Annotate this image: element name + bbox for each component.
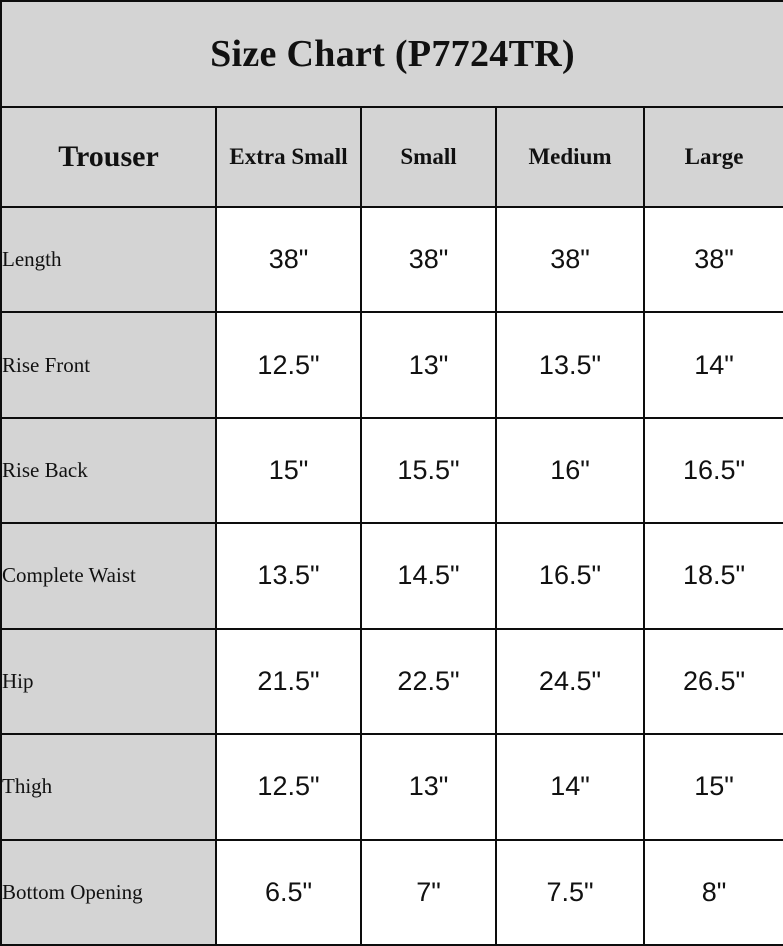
- cell-hip-small: 22.5": [361, 629, 496, 734]
- table-row: [1, 523, 783, 628]
- cell-bottom-opening-medium: 7.5": [496, 840, 644, 945]
- cell-rise-front-medium: 13.5": [496, 312, 644, 417]
- row-label-length: Length: [1, 207, 216, 312]
- column-header-medium: Medium: [496, 107, 644, 207]
- row-label-hip: Hip: [1, 629, 216, 734]
- cell-thigh-medium: 14": [496, 734, 644, 839]
- row-label-rise-back: Rise Back: [1, 418, 216, 523]
- cell-rise-back-medium: 16": [496, 418, 644, 523]
- cell-thigh-extra-small: 12.5": [216, 734, 361, 839]
- cell-length-large: 38": [644, 207, 783, 312]
- cell-thigh-small: 13": [361, 734, 496, 839]
- table-row: [1, 207, 783, 312]
- column-header-large: Large: [644, 107, 783, 207]
- cell-hip-extra-small: 21.5": [216, 629, 361, 734]
- cell-complete-waist-large: 18.5": [644, 523, 783, 628]
- table-row: [1, 629, 783, 734]
- column-header-extra-small: Extra Small: [216, 107, 361, 207]
- table-row: [1, 418, 783, 523]
- cell-length-small: 38": [361, 207, 496, 312]
- cell-bottom-opening-small: 7": [361, 840, 496, 945]
- table-row: [1, 840, 783, 945]
- table-row: [1, 734, 783, 839]
- row-label-thigh: Thigh: [1, 734, 216, 839]
- header-row: [1, 107, 783, 207]
- table-corner-label: Trouser: [1, 107, 216, 207]
- cell-rise-front-large: 14": [644, 312, 783, 417]
- cell-length-extra-small: 38": [216, 207, 361, 312]
- cell-rise-back-large: 16.5": [644, 418, 783, 523]
- page-title: Size Chart (P7724TR): [1, 1, 783, 107]
- cell-length-medium: 38": [496, 207, 644, 312]
- cell-complete-waist-small: 14.5": [361, 523, 496, 628]
- cell-thigh-large: 15": [644, 734, 783, 839]
- cell-rise-front-small: 13": [361, 312, 496, 417]
- table-row: [1, 312, 783, 417]
- column-header-small: Small: [361, 107, 496, 207]
- cell-complete-waist-extra-small: 13.5": [216, 523, 361, 628]
- cell-bottom-opening-large: 8": [644, 840, 783, 945]
- cell-complete-waist-medium: 16.5": [496, 523, 644, 628]
- row-label-rise-front: Rise Front: [1, 312, 216, 417]
- title-row: [1, 1, 783, 107]
- cell-rise-front-extra-small: 12.5": [216, 312, 361, 417]
- cell-rise-back-extra-small: 15": [216, 418, 361, 523]
- cell-bottom-opening-extra-small: 6.5": [216, 840, 361, 945]
- cell-hip-large: 26.5": [644, 629, 783, 734]
- row-label-complete-waist: Complete Waist: [1, 523, 216, 628]
- row-label-bottom-opening: Bottom Opening: [1, 840, 216, 945]
- cell-hip-medium: 24.5": [496, 629, 644, 734]
- cell-rise-back-small: 15.5": [361, 418, 496, 523]
